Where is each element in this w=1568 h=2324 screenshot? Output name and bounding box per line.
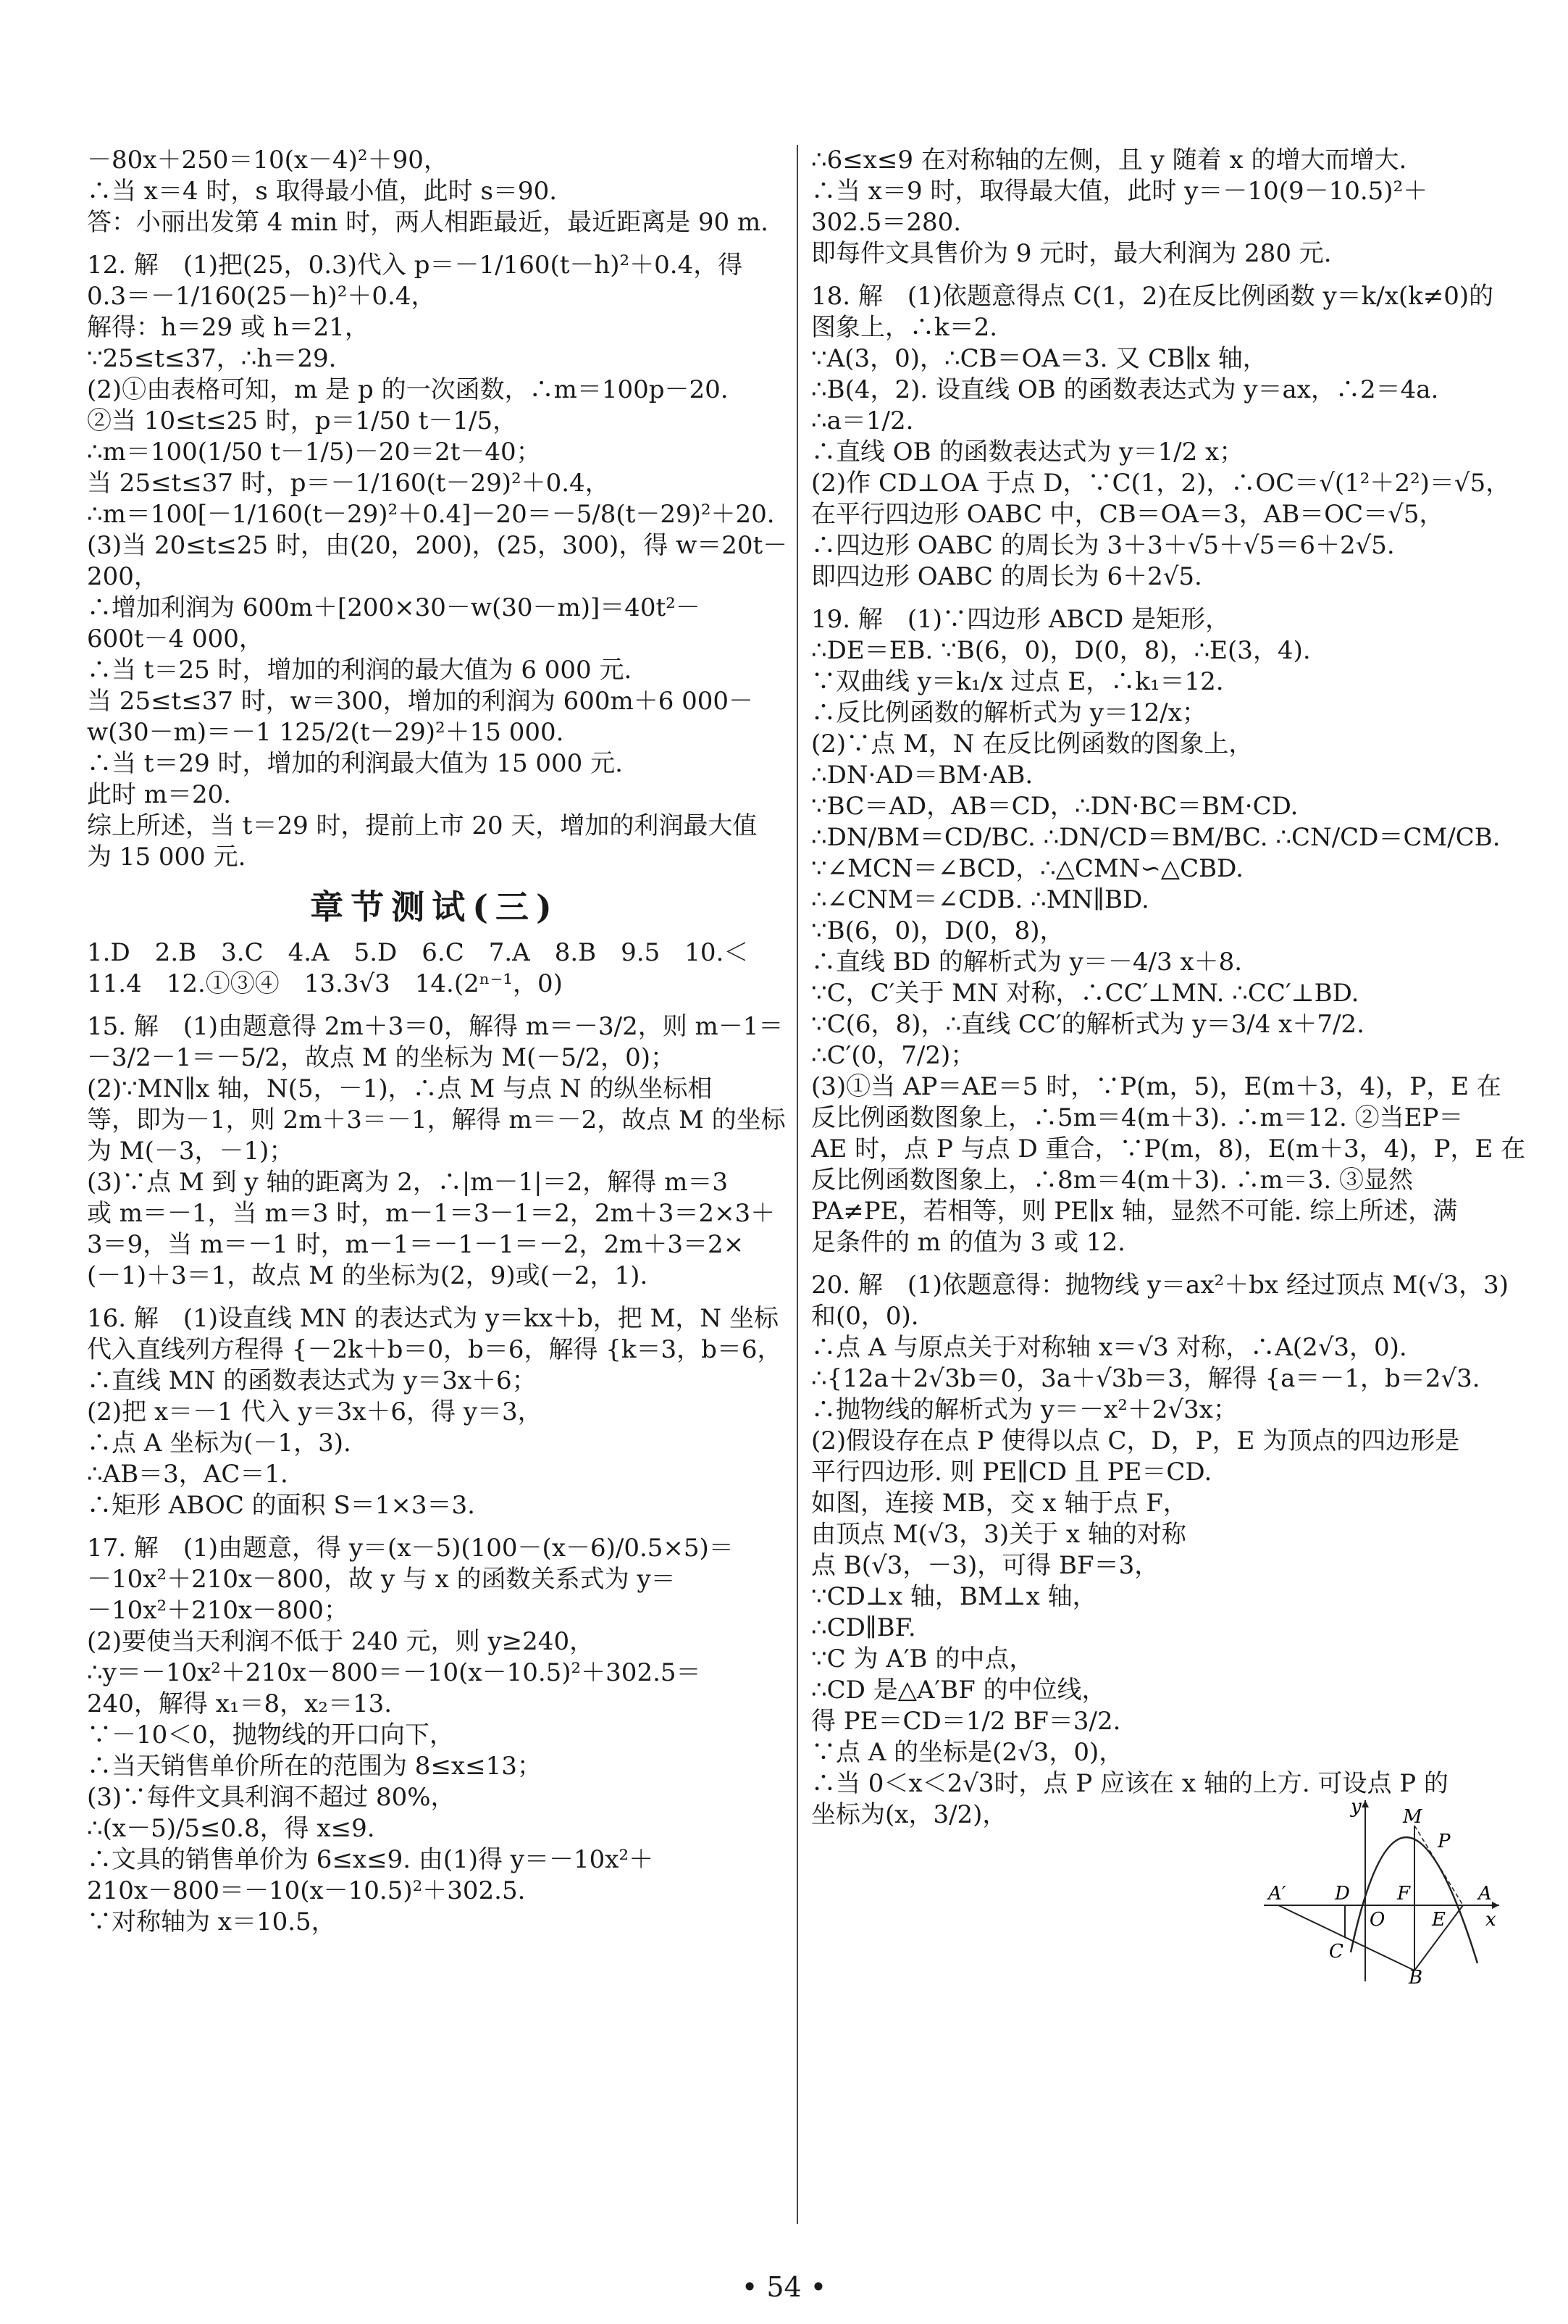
page-number: • 54 • <box>741 2271 827 2303</box>
text-line: 20. 解 (1)依题意得：抛物线 y＝ax²＋bx 经过顶点 M(√3，3) <box>811 1271 1509 1300</box>
text-line: w(30－m)＝－1 125/2(t－29)²＋15 000. <box>87 718 564 747</box>
text-line: 坐标为(x，3/2)， <box>811 1800 1007 1829</box>
text-line: ∴反比例函数的解析式为 y＝12/x； <box>811 698 1207 727</box>
text-line: ∵点 A 的坐标是(2√3，0)， <box>811 1738 1124 1767</box>
text-line: 如图，连接 MB，交 x 轴于点 F， <box>811 1489 1188 1518</box>
text-line: ∴y＝－10x²＋210x－800＝－10(x－10.5)²＋302.5＝ <box>87 1658 701 1687</box>
text-line: (3)①当 AP＝AE＝5 时，∵P(m，5)，E(m＋3，4)，P，E 在 <box>811 1072 1501 1101</box>
text-line: ∴CD 是△A′BF 的中位线， <box>811 1676 1107 1705</box>
text-line: 19. 解 (1)∵四边形 ABCD 是矩形， <box>811 605 1230 634</box>
text-line: 图象上，∴k＝2. <box>811 313 998 342</box>
text-line: ∵－10＜0，抛物线的开口向下， <box>87 1721 454 1750</box>
text-line: ∴m＝100[－1/160(t－29)²＋0.4]－20＝－5/8(t－29)²＋20. <box>87 500 775 529</box>
text-line: ∴当 x＝9 时，取得最大值，此时 y＝－10(9－10.5)²＋ <box>811 177 1428 206</box>
text-line: (3)∵点 M 到 y 轴的距离为 2，∴|m－1|＝2，解得 m＝3 <box>87 1168 728 1197</box>
text-line: 足条件的 m 的值为 3 或 12. <box>811 1228 1125 1257</box>
text-line: 0.3＝－1/160(25－h)²＋0.4， <box>87 282 436 311</box>
text-line: ∴a＝1/2. <box>811 406 914 435</box>
text-line: 综上所述，当 t＝29 时，提前上市 20 天，增加的利润最大值 <box>87 811 758 840</box>
text-line: 17. 解 (1)由题意，得 y＝(x－5)(100－(x－6)/0.5×5)＝ <box>87 1534 734 1563</box>
text-line: ∵双曲线 y＝k₁/x 过点 E，∴k₁＝12. <box>811 667 1224 696</box>
text-line: ∴直线 BD 的解析式为 y＝－4/3 x＋8. <box>811 948 1243 977</box>
text-line: ∵对称轴为 x＝10.5， <box>87 1907 336 1936</box>
text-line: －10x²＋210x－800； <box>87 1596 349 1625</box>
text-line: 3＝9，当 m＝－1 时，m－1＝－1－1＝－2，2m＋3＝2× <box>87 1230 745 1259</box>
column-divider <box>797 145 798 2224</box>
text-line: ∴B(4，2). 设直线 OB 的函数表达式为 y＝ax，∴2＝4a. <box>811 375 1439 404</box>
text-line: (2)∵MN∥x 轴，N(5，－1)，∴点 M 与点 N 的纵坐标相 <box>87 1074 713 1103</box>
text-line: ∴C′(0，7/2)； <box>811 1041 976 1070</box>
text-line: (2)假设存在点 P 使得以点 C，D，P，E 为顶点的四边形是 <box>811 1426 1460 1455</box>
text-line: 由顶点 M(√3，3)关于 x 轴的对称 <box>811 1520 1186 1549</box>
text-line: ∴当 0＜x＜2√3时，点 P 应该在 x 轴的上方. 可设点 P 的 <box>811 1769 1448 1798</box>
text-line: ∴DE＝EB. ∵B(6，0)，D(0，8)，∴E(3，4). <box>811 636 1311 665</box>
text-line: 解得：h＝29 或 h＝21， <box>87 313 369 342</box>
text-line: ∴矩形 ABOC 的面积 S＝1×3＝3. <box>87 1491 475 1520</box>
text-line: 答：小丽出发第 4 min 时，两人相距最近，最近距离是 90 m. <box>87 208 768 237</box>
text-line: ∵C，C′关于 MN 对称，∴CC′⊥MN. ∴CC′⊥BD. <box>811 979 1359 1008</box>
text-line: 点 B(√3，－3)，可得 BF＝3， <box>811 1551 1160 1580</box>
label-d: D <box>1335 1883 1350 1905</box>
text-line: ∴AB＝3，AC＝1. <box>87 1460 288 1489</box>
text-line: (2)∵点 M，N 在反比例函数的图象上， <box>811 730 1254 758</box>
text-line: ∴{12a＋2√3b＝0，3a＋√3b＝3，解得 {a＝－1，b＝2√3. <box>811 1364 1480 1393</box>
text-line: 即四边形 OABC 的周长为 6＋2√5. <box>811 562 1202 591</box>
left-column <box>87 145 788 1938</box>
text-line: ∴直线 MN 的函数表达式为 y＝3x＋6； <box>87 1366 537 1395</box>
text-line: 或 m＝－1，当 m＝3 时，m－1＝3－1＝2，2m＋3＝2×3＋ <box>87 1199 776 1228</box>
text-line: ∴抛物线的解析式为 y＝－x²＋2√3x； <box>811 1395 1238 1424</box>
text-line: ∴当 t＝25 时，增加的利润的最大值为 6 000 元. <box>87 656 632 685</box>
text-line: ∵BC＝AD，AB＝CD，∴DN·BC＝BM·CD. <box>811 792 1299 821</box>
text-line: ∴当天销售单价所在的范围为 8≤x≤13； <box>87 1752 542 1781</box>
text-line: ∴m＝100(1/50 t－1/5)－20＝2t－40； <box>87 438 541 467</box>
text-line: ∵C 为 A′B 的中点， <box>811 1644 1034 1673</box>
label-b: B <box>1409 1967 1423 1985</box>
text-line: ∴四边形 OABC 的周长为 3＋3＋√5＋√5＝6＋2√5. <box>811 531 1395 560</box>
text-line: 等，即为－1，则 2m＋3＝－1，解得 m＝－2，故点 M 的坐标 <box>87 1105 786 1134</box>
text-line: 为 15 000 元. <box>87 843 246 872</box>
text-line: (3)∵每件文具利润不超过 80%， <box>87 1783 456 1812</box>
text-line: (2)①由表格可知，m 是 p 的一次函数，∴m＝100p－20. <box>87 375 729 404</box>
text-line: 在平行四边形 OABC 中，CB＝OA＝3，AB＝OC＝√5， <box>811 500 1444 529</box>
label-o: O <box>1370 1909 1385 1931</box>
label-a: A <box>1478 1883 1492 1905</box>
text-line: －80x＋250＝10(x－4)²＋90， <box>87 146 448 175</box>
text-line: (2)要使当天利润不低于 240 元，则 y≥240， <box>87 1627 595 1656</box>
text-line: ∴(x－5)/5≤0.8，得 x≤9. <box>87 1814 375 1843</box>
text-line: 1.D 2.B 3.C 4.A 5.D 6.C 7.A 8.B 9.5 10.＜ <box>87 938 749 967</box>
text-line: ∴文具的销售单价为 6≤x≤9. 由(1)得 y＝－10x²＋ <box>87 1845 654 1874</box>
text-line: (2)作 CD⊥OA 于点 D，∵C(1，2)，∴OC＝√(1²＋2²)＝√5， <box>811 469 1511 498</box>
text-line: (－1)＋3＝1，故点 M 的坐标为(2，9)或(－2，1). <box>87 1261 648 1290</box>
parabola-figure <box>1264 1797 1503 1985</box>
text-line: ②当 10≤t≤25 时，p＝1/50 t－1/5， <box>87 406 518 435</box>
section-heading: 章节测试(三) <box>310 887 559 927</box>
label-x: x <box>1485 1909 1496 1931</box>
text-line: 为 M(－3，－1)； <box>87 1137 294 1166</box>
text-line: 240，解得 x₁＝8，x₂＝13. <box>87 1689 393 1718</box>
text-line: ∵C(6，8)，∴直线 CC′的解析式为 y＝3/4 x＋7/2. <box>811 1010 1364 1039</box>
text-line: 得 PE＝CD＝1/2 BF＝3/2. <box>811 1707 1121 1736</box>
text-line: ∴直线 OB 的函数表达式为 y＝1/2 x； <box>811 438 1244 467</box>
text-line: ∴当 x＝4 时，s 取得最小值，此时 s＝90. <box>87 177 558 206</box>
text-line: 反比例函数图象上，∴8m＝4(m＋3). ∴m＝3. ③显然 <box>811 1166 1414 1195</box>
label-f: F <box>1397 1883 1411 1905</box>
text-line: 18. 解 (1)依题意得点 C(1，2)在反比例函数 y＝k/x(k≠0)的 <box>811 282 1494 311</box>
text-line: 12. 解 (1)把(25，0.3)代入 p＝－1/160(t－h)²＋0.4，得 <box>87 251 743 280</box>
text-line: ∴点 A 与原点关于对称轴 x＝√3 对称，∴A(2√3，0). <box>811 1333 1407 1362</box>
text-line: 即每件文具售价为 9 元时，最大利润为 280 元. <box>811 239 1332 268</box>
text-line: 当 25≤t≤37 时，p＝－1/160(t－29)²＋0.4， <box>87 469 610 498</box>
text-line: 11.4 12.①③④ 13.3√3 14.(2ⁿ⁻¹，0) <box>87 969 563 998</box>
text-line: ∵CD⊥x 轴，BM⊥x 轴， <box>811 1582 1097 1611</box>
text-line: 200， <box>87 562 159 591</box>
text-line: 反比例函数图象上，∴5m＝4(m＋3). ∴m＝12. ②当EP＝ <box>811 1103 1464 1132</box>
text-line: PA≠PE，若相等，则 PE∥x 轴，显然不可能. 综上所述，满 <box>811 1197 1458 1226</box>
text-line: －10x²＋210x－800，故 y 与 x 的函数关系式为 y＝ <box>87 1565 676 1594</box>
text-line: 600t－4 000， <box>87 624 264 653</box>
label-y: y <box>1351 1797 1362 1818</box>
text-line: －3/2－1＝－5/2，故点 M 的坐标为 M(－5/2，0)； <box>87 1043 675 1072</box>
text-line: 15. 解 (1)由题意得 2m＋3＝0，解得 m＝－3/2，则 m－1＝ <box>87 1012 784 1041</box>
label-p: P <box>1438 1831 1451 1852</box>
label-c: C <box>1329 1941 1343 1963</box>
text-line: AE 时，点 P 与点 D 重合，∵P(m，8)，E(m＋3，4)，P，E 在 <box>811 1134 1526 1163</box>
text-line: ∴CD∥BF. <box>811 1613 916 1642</box>
line-a-prime-b <box>1278 1905 1414 1970</box>
text-line: ∵25≤t≤37，∴h＝29. <box>87 344 337 373</box>
text-line: (2)把 x＝－1 代入 y＝3x＋6，得 y＝3， <box>87 1397 542 1426</box>
text-line: ∴当 t＝29 时，增加的利润最大值为 15 000 元. <box>87 749 623 778</box>
text-line: ∴6≤x≤9 在对称轴的左侧，且 y 随着 x 的增大而增大. <box>811 146 1407 175</box>
text-line: (3)当 20≤t≤25 时，由(20，200)，(25，300)，得 w＝20t－ <box>87 531 788 560</box>
label-m: M <box>1403 1806 1422 1828</box>
text-line: 和(0，0). <box>811 1302 919 1331</box>
label-e: E <box>1432 1909 1446 1931</box>
text-line: ∴点 A 坐标为(－1，3). <box>87 1429 351 1458</box>
text-line: ∵∠MCN＝∠BCD，∴△CMN∽△CBD. <box>811 854 1244 883</box>
text-line: 当 25≤t≤37 时，w＝300，增加的利润为 600m＋6 000－ <box>87 687 754 716</box>
text-line: ∴增加利润为 600m＋[200×30－w(30－m)]＝40t²－ <box>87 593 700 622</box>
right-column <box>811 145 1526 1831</box>
text-line: ∴∠CNM＝∠CDB. ∴MN∥BD. <box>811 885 1149 914</box>
text-line: ∵B(6，0)，D(0，8)， <box>811 916 1065 945</box>
text-line: 210x－800＝－10(x－10.5)²＋302.5. <box>87 1876 526 1905</box>
text-line: 平行四边形. 则 PE∥CD 且 PE＝CD. <box>811 1458 1212 1487</box>
text-line: 此时 m＝20. <box>87 780 232 809</box>
label-a-prime: A′ <box>1268 1883 1286 1905</box>
text-line: ∴DN/BM＝CD/BC. ∴DN/CD＝BM/BC. ∴CN/CD＝CM/CB. <box>811 823 1501 852</box>
text-line: ∵A(3，0)，∴CB＝OA＝3. 又 CB∥x 轴， <box>811 344 1267 373</box>
text-line: 16. 解 (1)设直线 MN 的表达式为 y＝kx＋b，把 M，N 坐标 <box>87 1304 779 1333</box>
text-line: 代入直线列方程得 {－2k＋b＝0，b＝6，解得 {k＝3，b＝6， <box>87 1335 782 1364</box>
text-line: 302.5＝280. <box>811 208 962 237</box>
text-line: ∴DN·AD＝BM·AB. <box>811 761 1034 790</box>
